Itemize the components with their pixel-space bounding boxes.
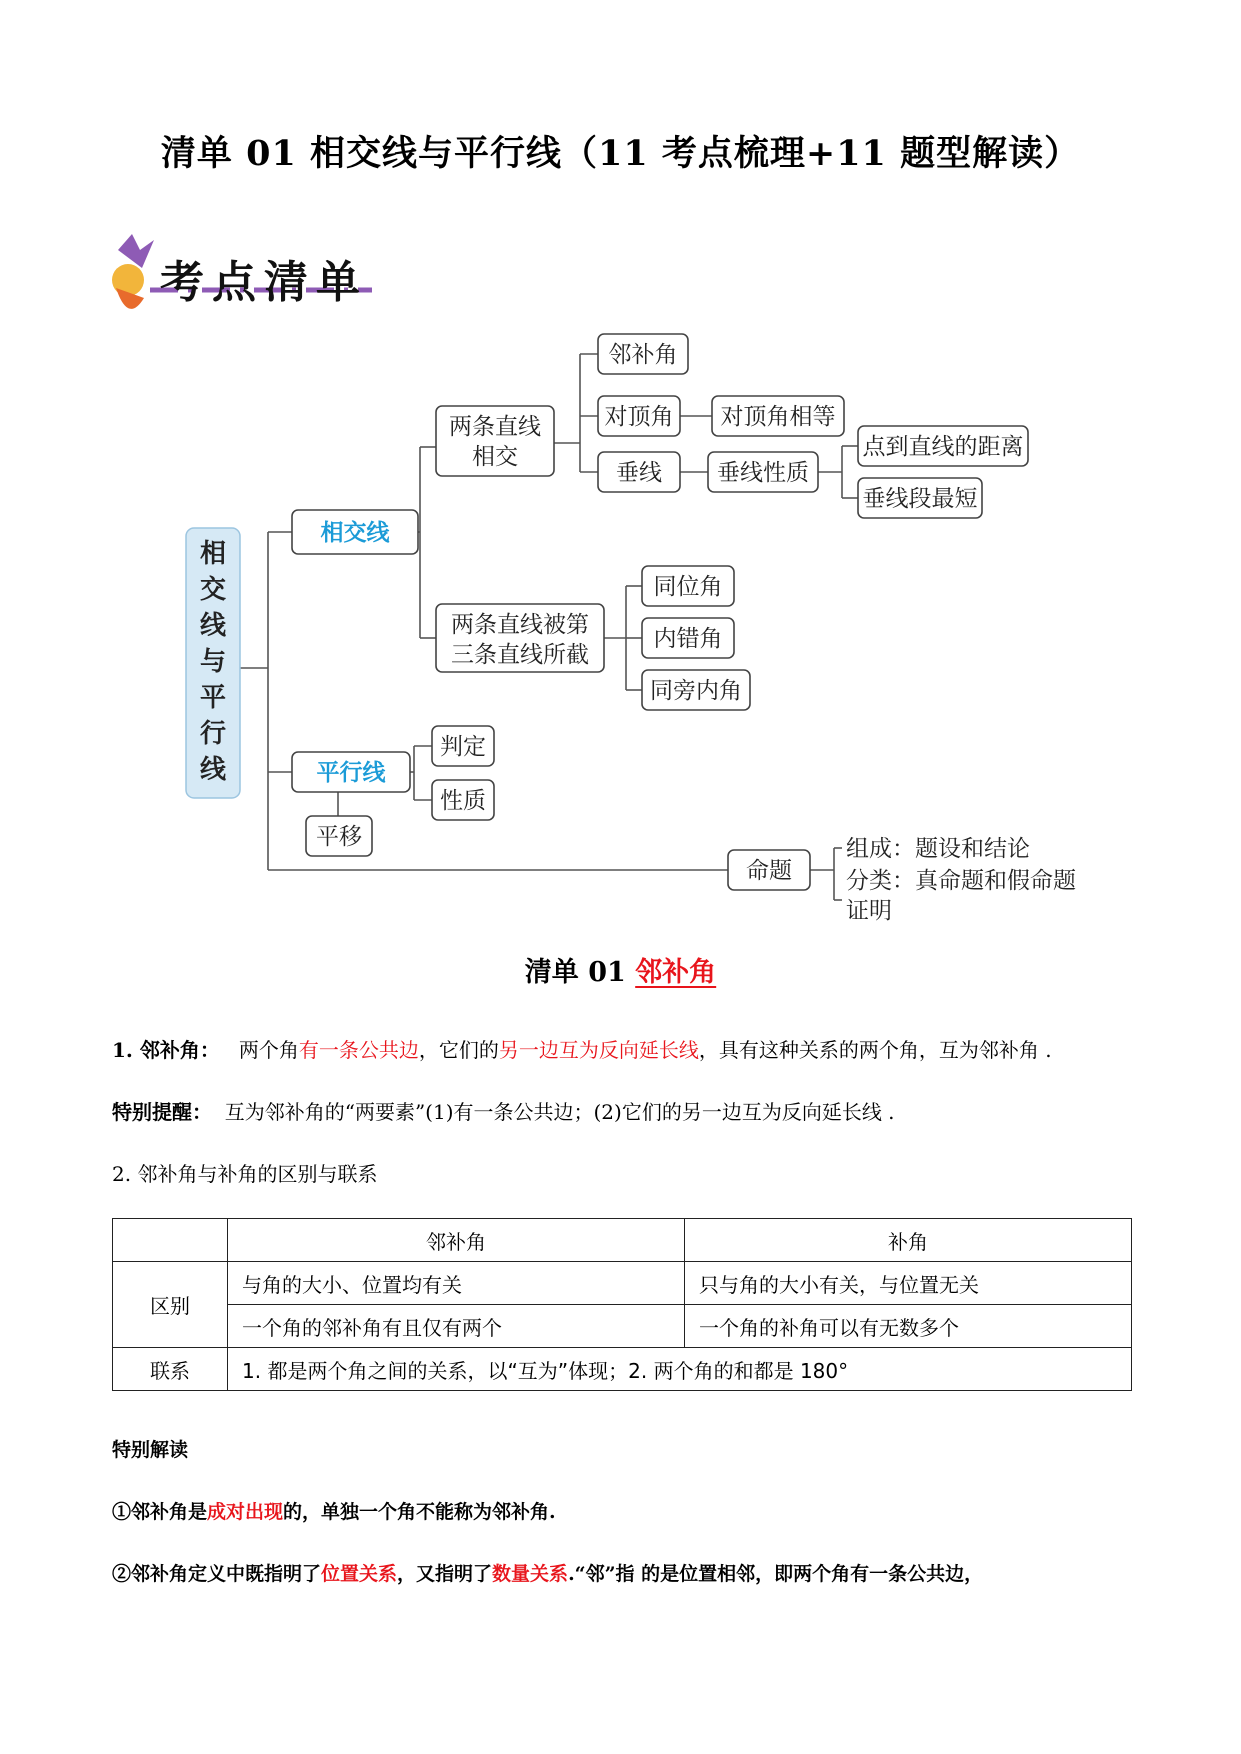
table-cell: 一个角的补角可以有无数多个 — [685, 1305, 1132, 1348]
node-proof: 证明 — [846, 898, 892, 924]
table-header-supplementary: 补角 — [685, 1219, 1132, 1262]
table-header-adjacent: 邻补角 — [228, 1219, 685, 1262]
node-cut-line1: 两条直线被第 — [451, 612, 589, 638]
page-title: 清单 01 相交线与平行线（11 考点梳理+11 题型解读） — [160, 133, 1081, 174]
node-parallel: 平行线 — [316, 760, 386, 786]
table-cell: 与角的大小、位置均有关 — [228, 1262, 685, 1305]
note2-text-b: ，又指明了 — [397, 1563, 493, 1585]
node-perpendicular-property: 垂线性质 — [717, 460, 809, 486]
node-cut-line2: 三条直线所截 — [451, 642, 589, 668]
node-property: 性质 — [440, 788, 486, 814]
banner-label: 考点清单 — [160, 257, 368, 308]
node-proposition: 命题 — [746, 858, 792, 884]
definition-paragraph — [112, 1036, 1052, 1064]
special-note-2 — [112, 1560, 983, 1588]
table-row-link-label: 联系 — [113, 1348, 228, 1391]
special-heading: 特别解读 — [112, 1439, 189, 1461]
node-adjacent-supplementary: 邻补角 — [608, 342, 678, 368]
note2-text-c: .“邻”指 的是位置相邻，即两个角有一条公共边， — [568, 1563, 984, 1585]
node-judgment: 判定 — [440, 734, 486, 760]
comparison-heading: 2. 邻补角与补角的区别与联系 — [112, 1162, 378, 1186]
node-alternate-interior: 内错角 — [653, 626, 723, 652]
node-perpendicular: 垂线 — [616, 460, 662, 486]
note2-red-1: 位置关系 — [321, 1563, 398, 1585]
note1-red: 成对出现 — [207, 1501, 284, 1523]
definition-red-2: 另一边互为反向延长线 — [498, 1038, 699, 1062]
table-cell: 1. 都是两个角之间的关系，以“互为”体现；2. 两个角的和都是 180° — [228, 1348, 1132, 1391]
node-classification: 分类：真命题和假命题 — [846, 868, 1076, 894]
node-composition: 组成：题设和结论 — [846, 836, 1030, 862]
node-two-lines-intersect: 两条直线相交 — [449, 414, 541, 470]
definition-number: 1. 邻补角： — [112, 1038, 220, 1062]
node-shortest-segment: 垂线段最短 — [862, 486, 978, 512]
node-point-to-line-distance: 点到直线的距离 — [862, 434, 1024, 460]
special-note-1 — [112, 1498, 556, 1526]
reminder-text: 互为邻补角的“两要素”(1)有一条公共边；(2)它们的另一边互为反向延长线 . — [224, 1100, 895, 1124]
node-same-side-interior: 同旁内角 — [650, 678, 742, 704]
note2-red-2: 数量关系 — [492, 1563, 569, 1585]
section-prefix: 清单 01 — [524, 957, 626, 988]
section-name: 邻补角 — [635, 957, 717, 988]
definition-red-1: 有一条公共边 — [298, 1038, 419, 1062]
table-corner-cell — [113, 1219, 228, 1262]
comparison-table — [112, 1218, 1132, 1391]
node-vertical-angles: 对顶角 — [604, 404, 674, 430]
note1-text-b: 的，单独一个角不能称为邻补角. — [283, 1501, 556, 1523]
section-title — [0, 950, 1241, 989]
mindmap-root: 相交线与平行线 — [199, 539, 227, 785]
node-vertical-angles-equal: 对顶角相等 — [720, 404, 836, 430]
note2-text-a: ②邻补角定义中既指明了 — [112, 1563, 322, 1585]
table-row-diff-label: 区别 — [113, 1262, 228, 1348]
table-cell: 一个角的邻补角有且仅有两个 — [228, 1305, 685, 1348]
definition-text-3: ，具有这种关系的两个角，互为邻补角 . — [698, 1038, 1052, 1062]
node-translation: 平移 — [316, 824, 362, 850]
node-corresponding-angles: 同位角 — [653, 574, 723, 600]
definition-text-1: 两个角 — [238, 1038, 299, 1062]
reminder-label: 特别提醒： — [112, 1100, 212, 1124]
note1-text-a: ①邻补角是 — [112, 1501, 208, 1523]
reminder-paragraph — [112, 1098, 895, 1126]
definition-text-2: ，它们的 — [418, 1038, 499, 1062]
table-cell: 只与角的大小有关，与位置无关 — [685, 1262, 1132, 1305]
node-intersecting: 相交线 — [320, 520, 390, 546]
